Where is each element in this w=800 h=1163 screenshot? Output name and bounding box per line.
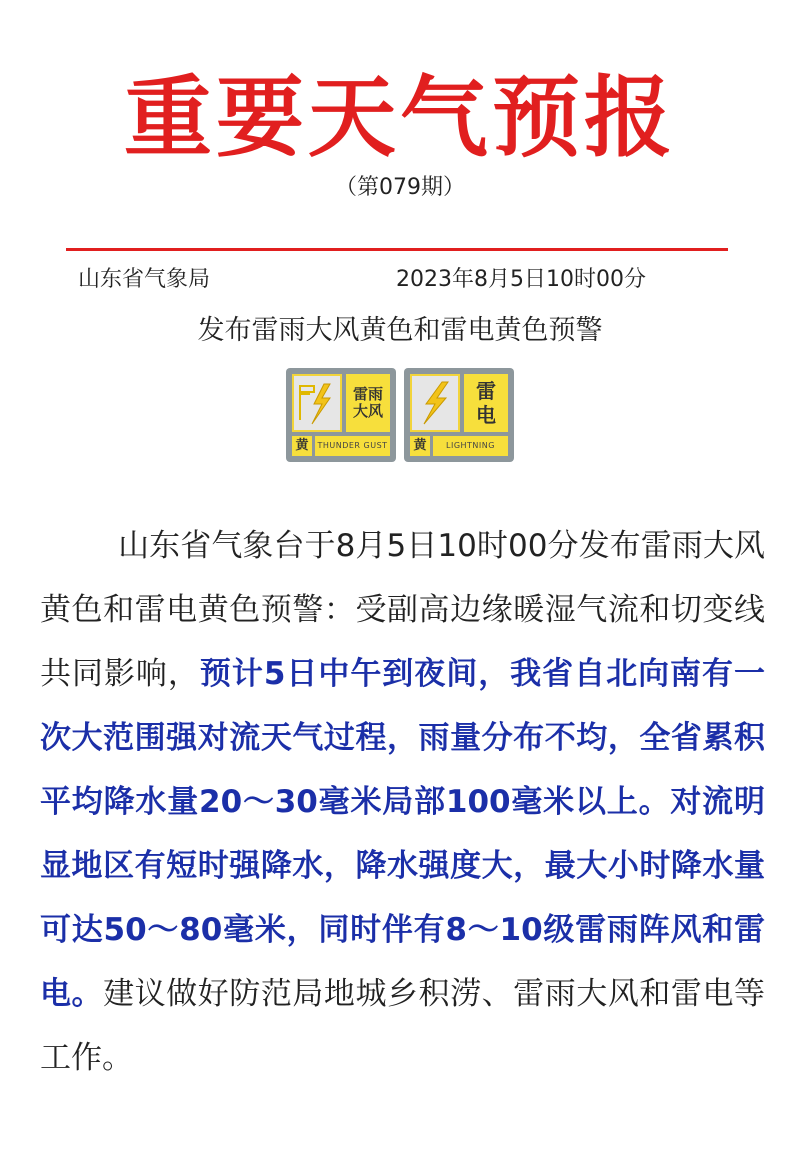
lightning-chars-line1: 雷 (476, 379, 496, 403)
thunder-gust-chars-line2: 大风 (352, 402, 383, 420)
lightning-english: LIGHTNING (433, 436, 508, 456)
body-highlight: 预计5日中午到夜间，我省自北向南有一次大范围强对流天气过程，雨量分布不均，全省累积平均降水量20～30毫米局部100毫米以上。对流明显地区有短时强降水，降水强度大，最大小时降水量可达50～80毫米，同时伴有8～10级雷雨阵风和雷电。 (40, 656, 765, 1012)
page-title: 重要天气预报 (123, 66, 676, 169)
lightning-signal (404, 368, 514, 462)
lightning-chars (464, 374, 508, 432)
warning-headline: 发布雷雨大风黄色和雷电黄色预警 (197, 315, 603, 346)
thunder-gust-level: 黄 (292, 436, 312, 456)
body-advice: 建议做好防范局地城乡积涝、雷雨大风和雷电等工作。 (40, 976, 766, 1076)
body-intro: 山东省气象台于8月5日10时00分发布雷雨大风黄色和雷电黄色预警：受副高边缘暖湿气流和切变线共同影响， (40, 528, 765, 692)
issue-time: 2023年8月5日10时00分 (396, 267, 646, 292)
lightning-chars-line2: 电 (476, 403, 496, 427)
forecast-body (40, 514, 765, 1090)
thunder-gust-chars-line1: 雷雨 (352, 385, 383, 403)
lightning-bolt-icon (410, 374, 460, 432)
thunder-gust-signal (286, 368, 396, 462)
wind-bolt-icon (292, 374, 342, 432)
agency-name: 山东省气象局 (78, 267, 211, 292)
lightning-footer (410, 436, 508, 456)
lightning-level: 黄 (410, 436, 430, 456)
thunder-gust-chars (346, 374, 390, 432)
thunder-gust-english: THUNDER GUST (315, 436, 390, 456)
red-divider (66, 248, 728, 251)
thunder-gust-footer (292, 436, 390, 456)
issue-number: （第079期） (335, 175, 465, 200)
